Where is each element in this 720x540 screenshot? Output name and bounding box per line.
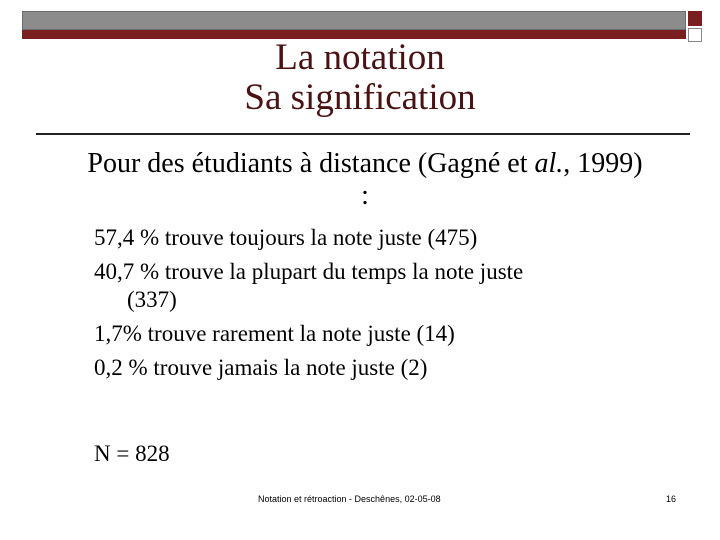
list-item-text: 0,2 % trouve jamais la note juste (2): [94, 355, 428, 380]
corner-square-filled: [688, 11, 702, 26]
results-list: [94, 224, 694, 388]
title-line-2: Sa signification: [244, 77, 476, 118]
list-item-text: 57,4 % trouve toujours la note juste (475): [94, 225, 478, 250]
intro-before: Pour des étudiants à distance (Gagné et: [87, 148, 535, 179]
sample-size: N = 828: [94, 441, 170, 466]
list-item-text: 1,7% trouve rarement la note juste (14): [94, 321, 455, 346]
intro-after: , 1999): [563, 148, 643, 179]
list-item: [94, 320, 694, 348]
title-divider: [36, 133, 690, 135]
page-number: 16: [666, 494, 677, 504]
list-item: [94, 258, 694, 314]
slide-title: [0, 38, 720, 118]
intro-colon: :: [361, 180, 369, 211]
list-item: [94, 354, 694, 382]
list-item-text: 40,7 % trouve la plupart du temps la note juste: [94, 259, 524, 284]
list-item: [94, 224, 694, 252]
footer-text: Notation et rétroaction - Deschênes, 02-05-08: [258, 494, 441, 504]
list-item-continuation: (337): [127, 287, 177, 312]
intro-text: [40, 148, 690, 212]
title-line-1: La notation: [275, 37, 445, 78]
intro-italic: al.: [534, 148, 564, 179]
top-gray-bar: [22, 11, 686, 30]
